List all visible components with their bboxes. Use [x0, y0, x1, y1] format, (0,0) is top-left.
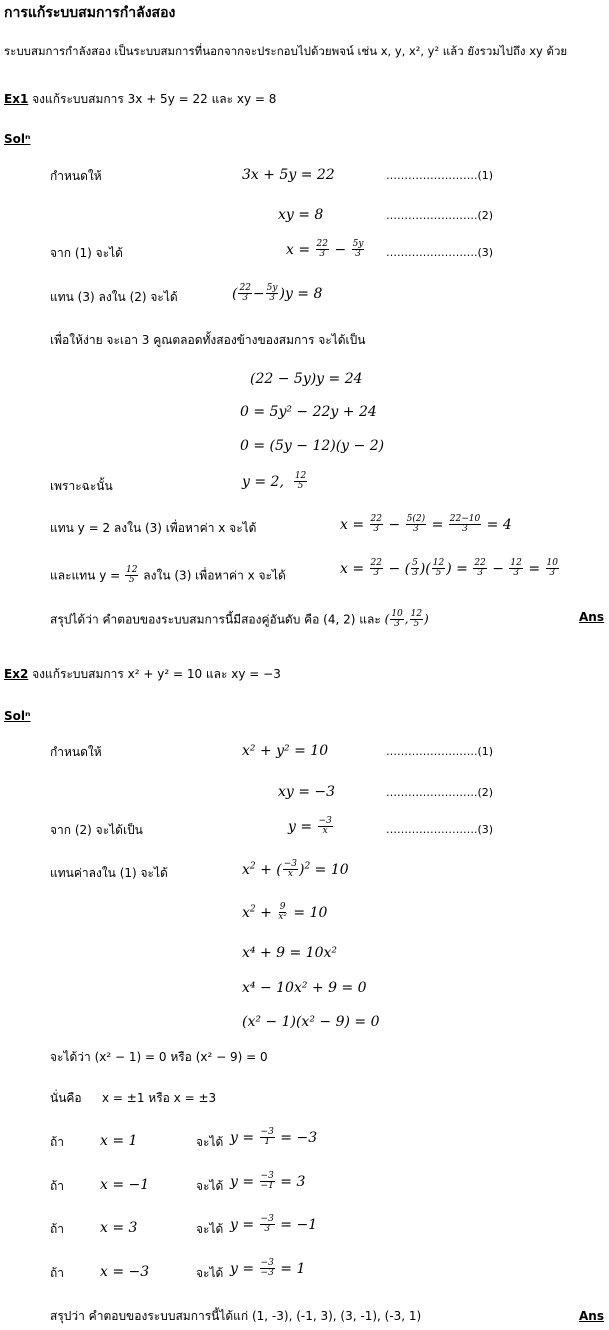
ex1-sub-y125-label: และแทน y = $\frac{12}{5}$ ลงใน (3) เพื่อหาค่า x จะได้	[50, 565, 286, 586]
ex2-conclusion: สรุปว่า คำตอบของระบบสมการนี้ได้แก่ (1, -3), (-1, 3), (3, -1), (-3, 1)	[50, 1309, 422, 1323]
ex2-step-3: x⁴ + 9 = 10x²	[242, 945, 337, 961]
ex2-from2-label: จาก (2) จะได้เป็น	[50, 823, 143, 837]
ex1-sub-y2-equation: x = $\frac{22}{3}$ − $\frac{5(2)}{3}$ = $\frac{22-10}{3}$ = 4	[340, 514, 512, 535]
ex2-header	[4, 668, 281, 680]
ex1-sub-y125-equation: x = $\frac{22}{3}$ − ( $\frac{5}{3}$ )( $\frac{12}{5}$ ) = $\frac{22}{3}$ − $\frac{12}{3}$ = $\frac{10}{3}$	[340, 558, 558, 579]
ex2-case-if-label: ถ้า	[50, 1135, 65, 1149]
ex1-label: Ex1	[4, 92, 29, 106]
ex1-conclusion: สรุปได้ว่า คำตอบของระบบสมการนี้มีสองคู่อันดับ คือ (4, 2) และ ( $\frac{10}{3}$ , $\frac{12}{5}$ )	[50, 609, 429, 630]
ex1-substitute-equation: ( $\frac{22}{3}$ − $\frac{5y}{3}$ )y = 8	[232, 283, 323, 304]
ex2-equation-2: xy = −3	[278, 784, 336, 800]
ex2-ref-1: …………………….(1)	[386, 745, 494, 758]
ex1-solution-label: Solⁿ	[4, 132, 31, 146]
ex1-from1-label: จาก (1) จะได้	[50, 246, 123, 260]
ex2-ref-2: …………………….(2)	[386, 786, 494, 799]
ex2-label: Ex2	[4, 667, 29, 681]
ex1-sub-y2-label: แทน y = 2 ลงใน (3) เพื่อหาค่า x จะได้	[50, 521, 257, 535]
ex1-step-3: 0 = (5y − 12)(y − 2)	[240, 438, 385, 454]
ex2-case-x: x = −3	[100, 1264, 150, 1280]
ex2-equation-1: x² + y² = 10	[242, 743, 329, 759]
ex2-case-then-label: จะได้	[196, 1179, 224, 1193]
fraction: $\frac{22}{3}$	[370, 514, 382, 535]
ex2-case-then-label: จะได้	[196, 1135, 224, 1149]
ex1-header	[4, 93, 276, 105]
ex2-step-1: $x^2$ + ( $\frac{-3}{x}$ )$^2$ = 10	[242, 859, 349, 880]
ex2-case-x: x = −1	[100, 1177, 150, 1193]
ex2-case-x: x = 3	[100, 1220, 138, 1236]
ex2-case-y: y = $\frac{-3}{-1}$ = 3	[230, 1171, 306, 1192]
ex1-step-1: (22 − 5y)y = 24	[250, 371, 363, 387]
ex2-case-y: y = $\frac{-3}{1}$ = −3	[230, 1127, 318, 1148]
ex2-case-x: x = 1	[100, 1133, 138, 1149]
ex2-case-then-label: จะได้	[196, 1222, 224, 1236]
fraction: $\frac{12}{5}$	[294, 471, 307, 492]
ex2-ref-3: …………………….(3)	[386, 823, 494, 836]
ex1-therefore-label: เพราะฉะนั้น	[50, 479, 113, 493]
ex2-answer-marker: Ans	[579, 1309, 604, 1323]
ex1-equation-1: 3x + 5y = 22	[242, 167, 335, 183]
ex1-equation-2: xy = 8	[278, 207, 324, 223]
ex2-result-2: x = ±1 หรือ x = ±3	[102, 1091, 217, 1105]
fraction: $\frac{5y}{3}$	[352, 239, 364, 260]
ex2-step-5: (x² − 1)(x² − 9) = 0	[242, 1014, 380, 1030]
fraction: $\frac{22-10}{3}$	[449, 514, 481, 535]
ex2-equation-3: y = $\frac{-3}{x}$	[288, 816, 332, 837]
ex2-solution-label: Solⁿ	[4, 709, 31, 723]
ex2-result-1: จะได้ว่า (x² − 1) = 0 หรือ (x² − 9) = 0	[50, 1050, 268, 1064]
ex2-case-if-label: ถ้า	[50, 1179, 65, 1193]
ex2-step-4: x⁴ − 10x² + 9 = 0	[242, 980, 367, 996]
intro-text: ระบบสมการกำลังสอง เป็นระบบสมการที่นอกจากจะประกอบไปด้วยพจน์ เช่น x, y, x², y² แล้ว ยังรวมไปถึง xy ด้วย	[4, 44, 568, 58]
page-title: การแก้ระบบสมการกำลังสอง	[4, 5, 176, 21]
ex1-y-values: y = 2, $\frac{12}{5}$	[242, 471, 307, 492]
fraction: $\frac{22}{3}$	[239, 283, 251, 304]
ex1-equation-3: x = $\frac{22}{3}$ − $\frac{5y}{3}$	[286, 239, 364, 260]
ex1-ref-1: …………………….(1)	[386, 169, 494, 182]
ex2-statement: จงแก้ระบบสมการ x² + y² = 10 และ xy = −3	[32, 667, 281, 681]
fraction: $\frac{22}{3}$	[316, 239, 328, 260]
ex2-case-y: y = $\frac{-3}{3}$ = −1	[230, 1214, 318, 1235]
ex1-statement: จงแก้ระบบสมการ 3x + 5y = 22 และ xy = 8	[32, 92, 277, 106]
ex1-answer-marker: Ans	[579, 610, 604, 624]
fraction: $\frac{5(2)}{3}$	[406, 514, 426, 535]
ex2-result-2-label: นั่นคือ	[50, 1091, 82, 1105]
fraction: $\frac{5y}{3}$	[266, 283, 278, 304]
ex2-given-label: กำหนดให้	[50, 745, 102, 759]
ex1-substitute-label: แทน (3) ลงใน (2) จะได้	[50, 290, 178, 304]
ex1-step-2: 0 = 5y² − 22y + 24	[240, 404, 377, 420]
ex1-ref-3: …………………….(3)	[386, 246, 494, 259]
ex2-case-if-label: ถ้า	[50, 1266, 65, 1280]
ex2-case-y: y = $\frac{-3}{-3}$ = 1	[230, 1258, 306, 1279]
ex2-substitute-label: แทนค่าลงใน (1) จะได้	[50, 866, 168, 880]
ex2-case-if-label: ถ้า	[50, 1222, 65, 1236]
ex2-case-then-label: จะได้	[196, 1266, 224, 1280]
ex2-step-2: $x^2$ + $\frac{9}{\text{x²}}$ = 10	[242, 902, 328, 923]
ex1-given-label: กำหนดให้	[50, 169, 102, 183]
fraction: $\frac{12}{5}$	[126, 565, 138, 586]
fraction: $\frac{-3}{x}$	[318, 816, 332, 837]
ex1-ref-2: …………………….(2)	[386, 209, 494, 222]
ex1-multiply-note: เพื่อให้ง่าย จะเอา 3 คูณตลอดทั้งสองข้างของสมการ จะได้เป็น	[50, 333, 366, 347]
